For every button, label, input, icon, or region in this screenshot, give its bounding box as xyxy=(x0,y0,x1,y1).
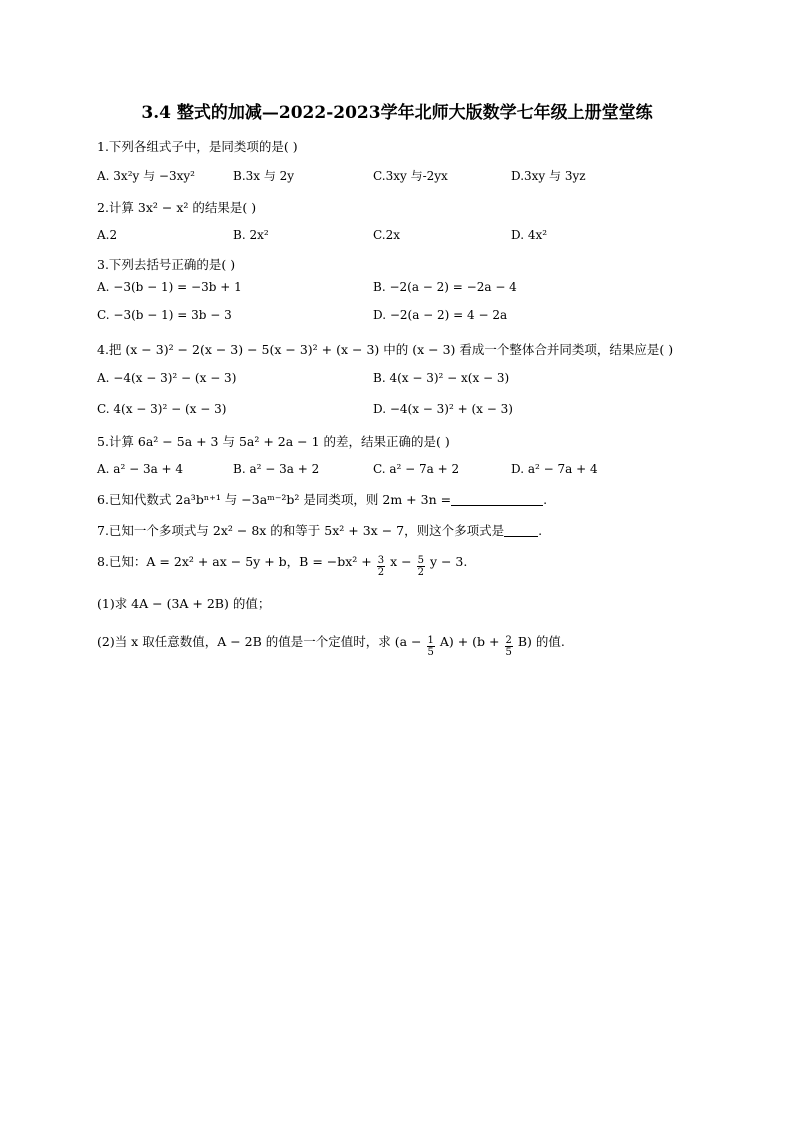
q5-option-a: A. a² − 3a + 4 xyxy=(97,462,184,476)
q7-text: 7.已知一个多项式与 2x² − 8x 的和等于 5x² + 3x − 7，则这个多项式是 xyxy=(97,523,505,538)
q8-2-fraction-1 xyxy=(427,635,435,658)
question-4: 4.把 (x − 3)² − 2(x − 3) − 5(x − 3)² + (x − 3) 中的 (x − 3) 看成一个整体合并同类项，结果应是( ) xyxy=(97,342,674,357)
q4-option-b: B. 4(x − 3)² − x(x − 3) xyxy=(373,371,510,385)
q7-answer-blank[interactable] xyxy=(504,526,538,537)
q8-frac2-denominator: 2 xyxy=(417,567,424,578)
q4-option-d: D. −4(x − 3)² + (x − 3) xyxy=(373,402,513,416)
q7-period: . xyxy=(538,523,543,538)
q8-text-middle: x − xyxy=(390,554,412,569)
q6-period: . xyxy=(543,492,548,507)
q8-2-frac1-numerator: 1 xyxy=(427,635,434,646)
page-title: 3.4 整式的加减—2022-2023学年北师大版数学七年级上册堂堂练 xyxy=(141,103,653,123)
question-8 xyxy=(97,552,467,578)
q3-option-c: C. −3(b − 1) = 3b − 3 xyxy=(97,308,232,322)
q8-2-frac2-numerator: 2 xyxy=(505,635,512,646)
question-3: 3.下列去括号正确的是( ) xyxy=(97,257,236,272)
q8-frac1-denominator: 2 xyxy=(377,567,385,578)
q5-option-c: C. a² − 7a + 2 xyxy=(373,462,460,476)
q8-fraction-1 xyxy=(377,555,385,578)
q1-option-b: B.3x 与 2y xyxy=(233,169,295,183)
q4-option-a: A. −4(x − 3)² − (x − 3) xyxy=(97,371,237,385)
q2-option-d: D. 4x² xyxy=(511,228,548,242)
q8-2-frac1-denominator: 5 xyxy=(427,647,434,658)
q8-2-fraction-2 xyxy=(505,635,513,658)
question-8-part-1: (1)求 4A − (3A + 2B) 的值； xyxy=(97,596,271,611)
q1-option-a: A. 3x²y 与 −3xy² xyxy=(97,169,195,183)
q5-option-b: B. a² − 3a + 2 xyxy=(233,462,320,476)
q2-option-b: B. 2x² xyxy=(233,228,269,242)
q3-option-a: A. −3(b − 1) = −3b + 1 xyxy=(97,280,242,294)
question-8-part-2 xyxy=(97,632,565,658)
q8-2-text-start: (2)当 x 取任意数值，A − 2B 的值是一个定值时，求 (a − xyxy=(97,634,422,649)
q3-option-d: D. −2(a − 2) = 4 − 2a xyxy=(373,308,508,322)
question-1: 1.下列各组式子中，是同类项的是( ) xyxy=(97,139,298,154)
q6-answer-blank[interactable] xyxy=(451,495,543,506)
q8-text-end: y − 3. xyxy=(429,554,468,569)
q8-2-text-middle: A) + (b + xyxy=(439,634,500,649)
q8-frac1-numerator: 3 xyxy=(377,555,385,566)
q3-option-b: B. −2(a − 2) = −2a − 4 xyxy=(373,280,517,294)
q2-option-a: A.2 xyxy=(97,228,118,242)
question-7 xyxy=(97,521,542,539)
q8-text-start: 8.已知：A = 2x² + ax − 5y + b，B = −bx² + xyxy=(97,554,372,569)
q8-2-frac2-denominator: 5 xyxy=(505,647,512,658)
q1-option-d: D.3xy 与 3yz xyxy=(511,169,586,183)
q4-option-c: C. 4(x − 3)² − (x − 3) xyxy=(97,402,227,416)
q5-option-d: D. a² − 7a + 4 xyxy=(511,462,598,476)
question-5: 5.计算 6a² − 5a + 3 与 5a² + 2a − 1 的差，结果正确的是( ) xyxy=(97,434,450,449)
q2-option-c: C.2x xyxy=(373,228,400,242)
q6-text: 6.已知代数式 2a³bⁿ⁺¹ 与 −3aᵐ⁻²b² 是同类项，则 2m + 3n = xyxy=(97,492,452,507)
question-2: 2.计算 3x² − x² 的结果是( ) xyxy=(97,200,257,215)
q1-option-c: C.3xy 与-2yx xyxy=(373,169,448,183)
q8-fraction-2 xyxy=(417,555,425,578)
q8-frac2-numerator: 5 xyxy=(417,555,424,566)
q8-2-text-end: B) 的值. xyxy=(517,634,565,649)
question-6 xyxy=(97,490,547,508)
